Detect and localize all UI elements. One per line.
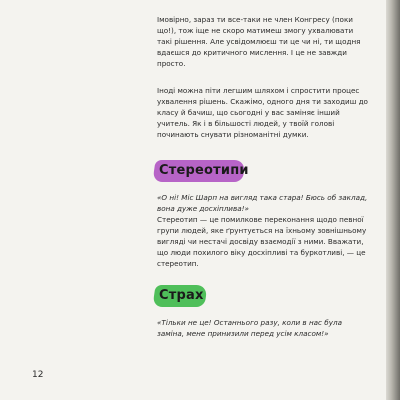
heading-fear-text: Страх [159, 288, 204, 303]
heading-stereotypes [157, 160, 249, 182]
heading-fear [157, 285, 204, 307]
page-edge-shadow [386, 0, 400, 400]
quote-fear: «Тільки не це! Останнього разу, коли в нас була заміна, мене принизили перед усім класом!» [157, 318, 342, 338]
paragraph-stereotype-definition: Стереотип — це помилкове переконання щодо певної групи людей, яке ґрунтується на їхньому зовнішньому вигляді чи нестачі досвіду взаємодії з ними. Вважати, що люди похилого віку досхіпливі та буркотливі, — це стереотип. [157, 215, 367, 268]
quote-stereotype: «О ні! Міс Шарп на вигляд така стара! Бюсь об заклад, вона дуже досхіплива!» [157, 193, 368, 213]
heading-stereotypes-text: Стереотипи [159, 163, 249, 178]
paragraph-substitute-teacher: Іноді можна піти легшим шляхом і спростити процес ухвалення рішень. Скажімо, одного дня ти заходиш до класу й бачиш, що сьогодні у вас заміняє інший учитель. Як і в більшості людей, у твоїй голові починають снувати різноманітні думки. [157, 86, 368, 139]
paragraph-intro: Імовірно, зараз ти все-таки не член Конгресу (поки що!), тож іще не скоро матимеш змогу ухвалювати такі рішення. Але усвідомлюєш ти це чи ні, ти щодня вдаєшся до критичного мислення. І це не завжди просто. [157, 15, 361, 68]
page-number: 12 [32, 370, 44, 380]
